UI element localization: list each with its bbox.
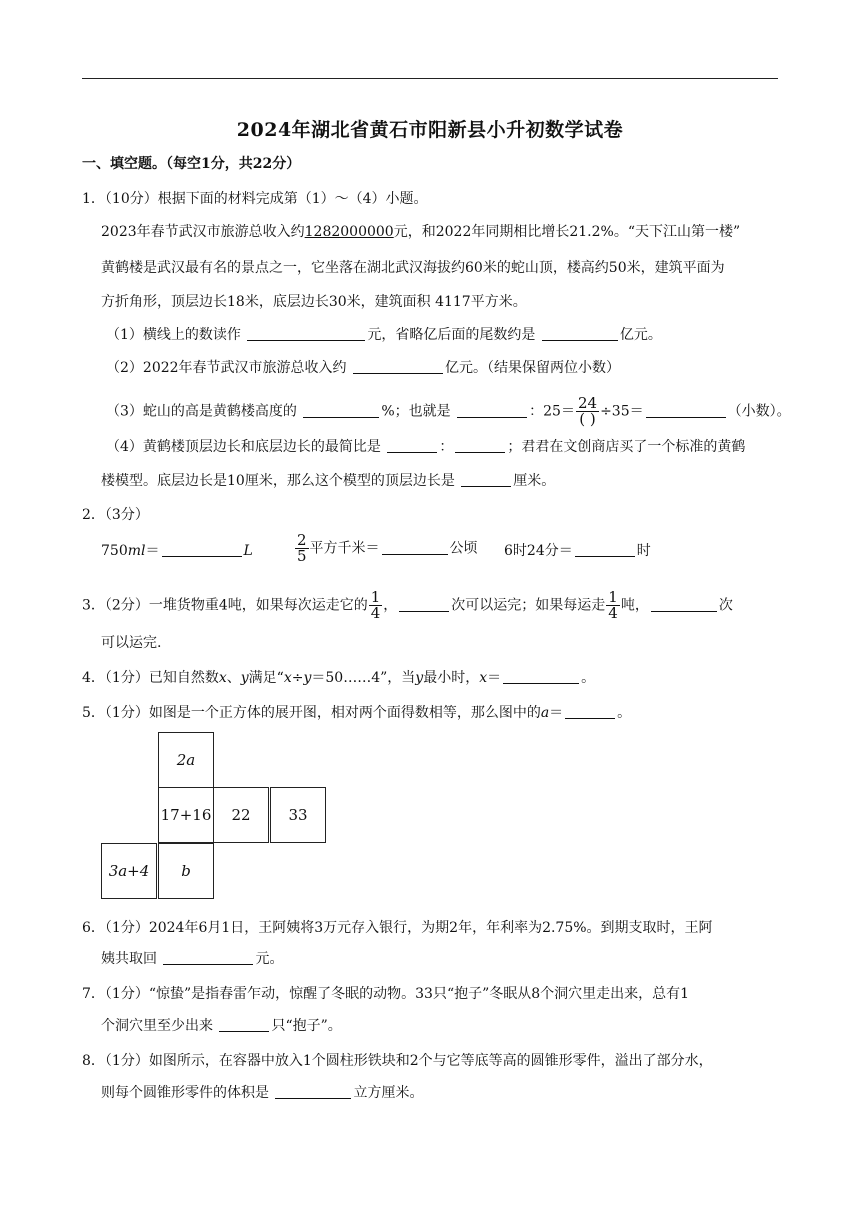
q4-variable: x [479,670,488,686]
net-cell-bot2 [158,843,214,899]
q3-text: 吨， [620,597,649,614]
fraction-denominator: 4 [370,604,381,622]
q2-value: 750 [101,543,128,559]
net-cell-label: 17+16 [160,806,212,824]
q6-text: 元。 [255,951,284,967]
q2-intro: 2．（3分） [82,507,149,523]
answer-blank[interactable] [162,542,242,557]
q2-part1 [101,541,253,561]
answer-blank[interactable] [219,1017,269,1032]
page-title: 2024年湖北省黄石市阳新县小升初数学试卷 [236,119,624,141]
q4-text: 4．（1分）已知自然数 [82,670,219,686]
q2-part3 [504,541,651,561]
answer-blank[interactable] [461,472,511,487]
q8-line2 [101,1083,423,1103]
fraction-denominator: 4 [608,604,618,622]
fraction-denominator: 5 [297,547,307,565]
answer-blank[interactable] [455,438,505,453]
q1-para-text: 2023年春节武汉市旅游总收入约 [101,224,305,240]
q2-part2 [294,533,478,564]
answer-blank[interactable] [565,704,615,719]
q1-sub3-text: ÷35＝ [600,403,644,420]
q1-sub1-text: 元，省略亿后面的尾数约是 [367,327,536,343]
answer-blank[interactable] [503,669,579,684]
q4-variable: y [303,670,312,686]
answer-blank[interactable] [163,950,253,965]
q5-variable: a [540,705,550,721]
q1-sub3-text: （3）蛇山的高是黄鹤楼高度的 [106,403,297,420]
q4-operator: ÷ [291,670,304,686]
q1-sub4-text: （4）黄鹤楼顶层边长和底层边长的最简比是 [106,439,381,455]
answer-blank[interactable] [651,597,717,612]
net-cell-mid3 [270,787,326,843]
q8-line1: 8．（1分）如图所示，在容器中放入1个圆柱形铁块和2个与它等底等高的圆锥形零件，溢出了部分水， [82,1053,713,1069]
net-cell-label: 22 [231,806,251,824]
q1-sub4-text: 楼模型。底层边长是10厘米，那么这个模型的顶层边长是 [101,473,455,489]
q3-line2: 可以运完. [101,635,162,651]
q1-para-line3: 方折角形，顶层边长18米，底层边长30米，建筑面积 4117平方米。 [101,294,527,310]
net-cell-label: 33 [288,806,308,824]
q4-variable: x [283,670,292,686]
q5-text: 5．（1分）如图是一个正方体的展开图，相对两个面得数相等，那么图中的 [82,705,541,721]
q1-sub3-text: %；也就是 [381,403,451,420]
q3-text: 3．（2分）一堆货物重4吨，如果每次运走它的 [82,597,368,614]
q3-text: 次可以运完；如果每运走 [451,597,606,614]
q4-text: 满足“ [248,670,284,686]
fraction-numerator: 1 [370,588,381,606]
q1-sub4-text: ： [439,439,454,455]
answer-blank[interactable] [457,403,527,418]
q1-sub1-text: 亿元。 [619,327,662,343]
q1-para-text: 元，和2022年同期相比增长21.2%。“天下江山第一楼” [393,224,741,240]
answer-blank[interactable] [353,359,443,374]
q1-sub4-line1 [106,437,745,457]
q1-sub2-text: 亿元。（结果保留两位小数） [445,360,620,376]
answer-blank[interactable] [275,1084,351,1099]
net-cell-mid2 [213,787,269,843]
answer-blank[interactable] [382,540,448,555]
answer-blank[interactable] [247,326,365,341]
q2-equals: ＝ [145,543,160,559]
q7-text: 只“抱子”。 [271,1018,342,1034]
q8-text: 立方厘米。 [353,1085,424,1101]
q1-intro: 1．（10分）根据下面的材料完成第（1）～（4）小题。 [82,191,428,207]
fraction-numerator: 24 [577,394,598,412]
fraction [369,590,383,621]
fraction [295,533,309,564]
q3-line1 [82,590,733,621]
fraction [576,396,599,427]
net-cell-mid1 [158,787,214,843]
q4-text: 。 [581,670,596,686]
section-heading: 一、填空题。（每空1分，共22分） [82,156,301,172]
q1-sub4-text: ；君君在文创商店买了一个标准的黄鹤 [507,439,746,455]
q4-text: 最小时， [423,670,480,686]
q2-unit: ml [127,543,146,559]
fraction-numerator: 1 [608,588,618,606]
q2-text: 平方千米＝ [309,540,380,557]
q7-text: 个洞穴里至少出来 [101,1018,213,1034]
q6-text: 姨共取回 [101,951,157,967]
q5-text: ＝ [549,705,564,721]
q4-variable: y [240,670,249,686]
net-cell-top [158,732,214,788]
fraction-denominator[interactable]: ( ) [579,410,596,428]
fraction [606,590,620,621]
answer-blank[interactable] [303,403,379,418]
answer-blank[interactable] [575,542,635,557]
q1-sub3-text: （小数）。 [727,403,791,420]
answer-blank[interactable] [399,597,449,612]
q2-unit: 公顷 [449,540,478,557]
q7-line2 [101,1016,342,1036]
q1-sub2-text: （2）2022年春节武汉市旅游总收入约 [106,360,347,376]
q5-line [82,703,631,723]
q4-variable: y [415,670,424,686]
q1-sub2 [106,358,620,378]
q6-line1: 6．（1分）2024年6月1日，王阿姨将3万元存入银行，为期2年，年利率为2.75%。到期支取时，王阿 [82,920,713,936]
q4-variable: x [218,670,227,686]
q1-sub4-text: 厘米。 [513,473,556,489]
q1-sub1-text: （1）横线上的数读作 [106,327,241,343]
net-cell-label: 3a+4 [108,862,150,880]
net-cell-label: 2a [176,751,196,769]
answer-blank[interactable] [542,326,618,341]
q1-para-line1 [101,222,740,242]
q3-text: 次 [718,597,733,614]
net-cell-label: b [181,862,191,880]
q1-sub4-line2 [101,471,555,491]
q3-text: ， [383,597,398,614]
q1-sub3-text: ：25＝ [529,403,575,420]
fraction-numerator: 2 [297,531,307,549]
q1-sub3 [106,396,791,427]
q8-text: 则每个圆锥形零件的体积是 [101,1085,269,1101]
q1-underlined-number: 1282000000 [304,224,394,240]
q4-line [82,668,595,688]
q6-line2 [101,949,283,969]
header-rule [82,78,778,79]
q1-para-line2: 黄鹤楼是武汉最有名的景点之一，它坐落在湖北武汉海拔约60米的蛇山顶，楼高约50米，建筑平面为 [101,260,725,276]
q2-unit: 时 [636,543,651,559]
q2-text: 6时24分＝ [504,543,573,559]
q7-line1: 7．（1分）“惊蛰”是指春雷乍动，惊醒了冬眠的动物。33只“抱子”冬眠从8个洞穴里走出来，总有1 [82,986,690,1002]
q4-text: ＝ [487,670,502,686]
q5-text: 。 [617,705,632,721]
net-cell-bot1 [101,843,157,899]
q4-text: ＝50……4”，当 [311,670,416,686]
q4-text: 、 [226,670,241,686]
answer-blank[interactable] [387,438,437,453]
q2-unit: L [243,543,253,559]
answer-blank[interactable] [646,403,726,418]
q1-sub1 [106,325,662,345]
